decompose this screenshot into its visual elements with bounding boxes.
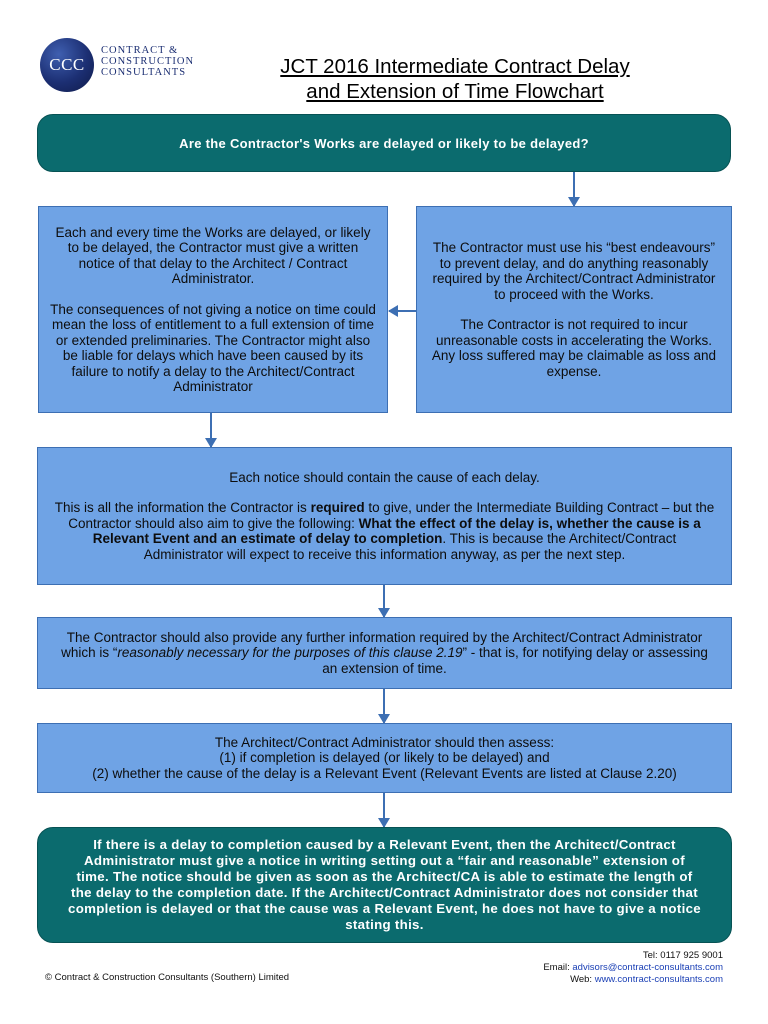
contact-email-line xyxy=(543,962,723,974)
logo-wordmark xyxy=(101,45,194,78)
notice-requirement-para-2: The consequences of not giving a notice on time could mean the loss of entitlement to a full extension of time or extended preliminaries. The Contractor might also be liable for delays which have been caused by its failure to notify a delay to the Architect/Contract Administrator xyxy=(50,301,376,394)
page-title xyxy=(220,54,690,104)
arrow-content-to-further xyxy=(383,585,385,617)
notice-content-text-c: to give, under the Intermediate Building Contract – but the Contractor should also aim to give the following: xyxy=(68,500,715,531)
question-box xyxy=(37,114,731,172)
extension-notice-text: If there is a delay to completion caused by a Relevant Event, then the Architect/Contract Administrator must give a notice in writing setting out a “fair and reasonable” extension of time. The notice should be given as soon as the Architect/CA is able to estimate the length of the delay to the completion date. If the Architect/Contract Administrator does not consider that completion is delayed or that the cause was a Relevant Event, he does not have to give a notice stating this. xyxy=(68,837,701,932)
arrow-endeavours-to-notice xyxy=(389,310,416,312)
further-text-c: ” - that is, for notifying delay or assessing an extension of time. xyxy=(322,645,708,676)
best-endeavours-para-2: The Contractor is not required to incur unreasonable costs in accelerating the Works. Any loss suffered may be claimable as loss and expense. xyxy=(431,317,717,379)
arrow-notice-to-content xyxy=(210,413,212,447)
notice-content-para-1: Each notice should contain the cause of each delay. xyxy=(229,469,540,485)
logo-line-3: CONSULTANTS xyxy=(101,67,187,78)
company-logo xyxy=(40,38,210,92)
arrow-further-to-assess xyxy=(383,689,385,723)
web-label: Web: xyxy=(570,974,595,985)
arrow-assess-to-extension xyxy=(383,793,385,827)
arrow-question-to-endeavours xyxy=(573,172,575,206)
email-link[interactable]: advisors@contract-consultants.com xyxy=(572,962,723,973)
assessment-line-2: (1) if completion is delayed (or likely to be delayed) and xyxy=(219,750,550,766)
notice-content-text-a: This is all the information the Contractor is xyxy=(54,500,311,516)
copyright-notice: © Contract & Construction Consultants (Southern) Limited xyxy=(45,972,290,983)
assessment-line-1: The Architect/Contract Administrator should then assess: xyxy=(214,734,555,750)
best-endeavours-para-1: The Contractor must use his “best endeavours” to prevent delay, and do anything reasonably required by the Architect/Contract Administrator to proceed with the Works. xyxy=(432,240,716,302)
logo-emblem: CCC xyxy=(40,38,94,92)
extension-notice-box xyxy=(37,827,732,943)
title-line-2: and Extension of Time Flowchart xyxy=(306,80,604,103)
best-endeavours-box xyxy=(416,206,732,413)
assessment-box xyxy=(37,723,732,793)
logo-line-2: CONSTRUCTION xyxy=(101,56,195,67)
notice-content-para-2 xyxy=(52,500,717,562)
notice-content-text-e: . This is because the Architect/Contract Administrator will expect to receive this information anyway, as per the next step. xyxy=(143,531,677,562)
notice-content-box xyxy=(37,447,732,585)
website-link[interactable]: www.contract-consultants.com xyxy=(594,974,723,985)
title-line-1: JCT 2016 Intermediate Contract Delay xyxy=(280,55,630,78)
logo-line-1: CONTRACT & xyxy=(101,45,179,56)
contact-telephone: Tel: 0117 925 9001 xyxy=(642,950,723,961)
contact-web-line xyxy=(543,974,723,986)
notice-content-required: required xyxy=(310,500,365,516)
email-label: Email: xyxy=(543,962,573,973)
assessment-line-3: (2) whether the cause of the delay is a Relevant Event (Relevant Events are listed at Clause 2.20) xyxy=(92,765,677,781)
further-text-a: The Contractor should also provide any further information required by the Architect/Contract Administrator which is “ xyxy=(61,629,703,661)
notice-requirement-box xyxy=(38,206,388,413)
further-text-clause: reasonably necessary for the purposes of this clause 2.19 xyxy=(117,645,463,661)
question-text: Are the Contractor's Works are delayed or likely to be delayed? xyxy=(179,135,589,151)
notice-requirement-para-1: Each and every time the Works are delayed, or likely to be delayed, the Contractor must give a written notice of that delay to the Architect / Contract Administrator. xyxy=(55,224,371,286)
further-information-box xyxy=(37,617,732,689)
further-information-text xyxy=(54,630,715,677)
notice-content-effect: What the effect of the delay is, whether the cause is a Relevant Event and an estimate of delay to completion xyxy=(92,515,701,547)
contact-details xyxy=(543,950,723,986)
